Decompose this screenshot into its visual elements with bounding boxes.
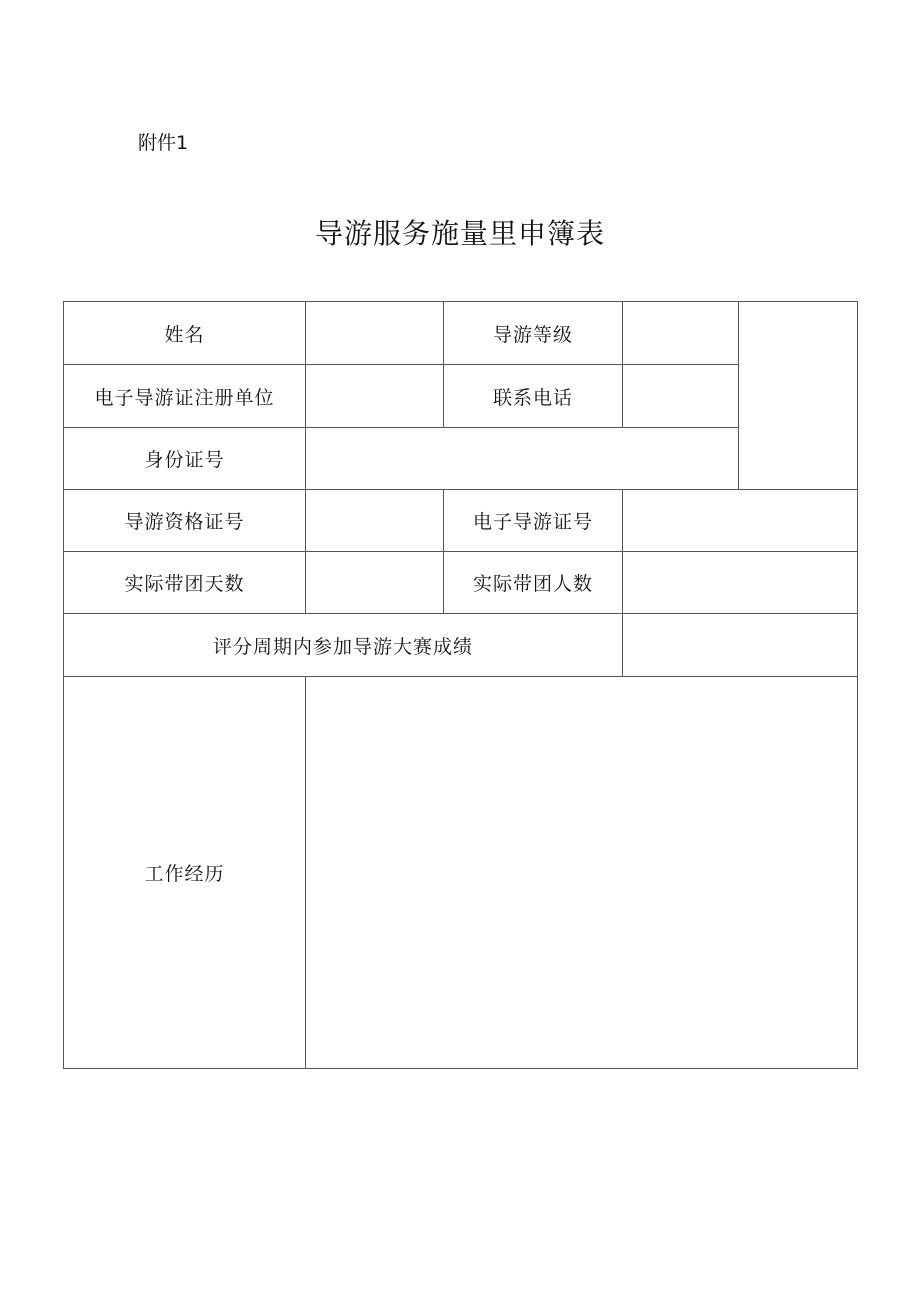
e-cert-unit-label: 电子导游证注册单位 bbox=[64, 365, 306, 428]
photo-area[interactable] bbox=[739, 302, 858, 490]
e-guide-no-field[interactable] bbox=[623, 490, 858, 552]
guide-level-label: 导游等级 bbox=[444, 302, 623, 365]
tour-days-label: 实际带团天数 bbox=[64, 552, 306, 614]
tour-people-label: 实际带团人数 bbox=[444, 552, 623, 614]
table-row bbox=[64, 552, 858, 614]
table-row bbox=[64, 428, 858, 490]
table-row bbox=[64, 302, 858, 365]
attachment-label: 附件1 bbox=[138, 132, 189, 154]
table-row bbox=[64, 677, 858, 1069]
name-label: 姓名 bbox=[64, 302, 306, 365]
id-number-field[interactable] bbox=[306, 428, 739, 490]
tour-people-field[interactable] bbox=[623, 552, 858, 614]
contest-label: 评分周期内参加导游大赛成绩 bbox=[64, 614, 623, 677]
work-history-label: 工作经历 bbox=[64, 677, 306, 1069]
table-row bbox=[64, 490, 858, 552]
name-field[interactable] bbox=[306, 302, 444, 365]
contest-field[interactable] bbox=[623, 614, 858, 677]
qualification-no-field[interactable] bbox=[306, 490, 444, 552]
page-title: 导游服务施量里申簿表 bbox=[314, 217, 605, 250]
id-number-label: 身份证号 bbox=[64, 428, 306, 490]
tour-days-field[interactable] bbox=[306, 552, 444, 614]
table-row bbox=[64, 614, 858, 677]
e-guide-no-label: 电子导游证号 bbox=[444, 490, 623, 552]
work-history-field[interactable] bbox=[306, 677, 858, 1069]
qualification-no-label: 导游资格证号 bbox=[64, 490, 306, 552]
guide-level-field[interactable] bbox=[623, 302, 739, 365]
application-form-table bbox=[63, 301, 858, 1069]
table-row bbox=[64, 365, 858, 428]
phone-label: 联系电话 bbox=[444, 365, 623, 428]
e-cert-unit-field[interactable] bbox=[306, 365, 444, 428]
phone-field[interactable] bbox=[623, 365, 739, 428]
